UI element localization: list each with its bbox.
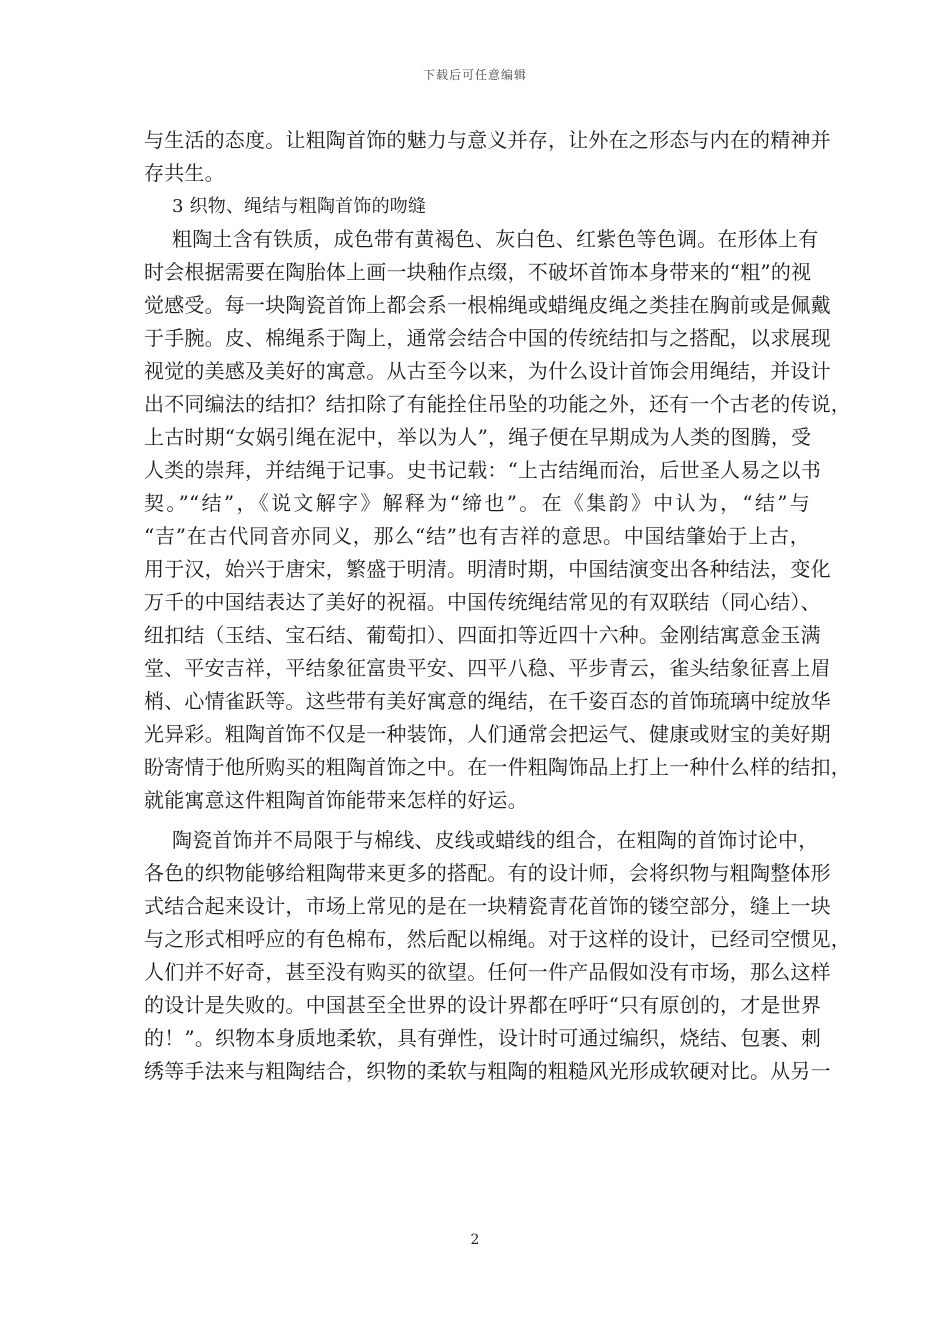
text-line: 陶瓷首饰并不局限于与棉线、皮线或蜡线的组合，在粗陶的首饰讨论中， [172, 828, 819, 852]
page-number: 2 [470, 1232, 480, 1248]
section-heading: 3 织物、绳结与粗陶首饰的吻缝 [172, 196, 427, 217]
text-line: 时会根据需要在陶胎体上画一块釉作点缀，不破坏首饰本身带来的“粗”的视 [144, 260, 812, 284]
text-line: 光异彩。粗陶首饰不仅是一种装饰，人们通常会把运气、健康或财宝的美好期 [144, 722, 831, 746]
text-line: 的！”。织物本身质地柔软，具有弹性，设计时可通过编织，烧结、包裹、刺 [144, 1026, 822, 1050]
paragraph-continuation [144, 124, 831, 190]
text-line: 粗陶土含有铁质，成色带有黄褐色、灰白色、红紫色等色调。在形体上有 [172, 227, 819, 251]
text-line: 存共生。 [144, 161, 225, 185]
text-line: 出不同编法的结扣？结扣除了有能拴住吊坠的功能之外，还有一个古老的传说， [144, 392, 851, 416]
text-line: 的设计是失败的。中国甚至全世界的设计界都在呼吁“只有原创的，才是世界 [144, 993, 822, 1017]
text-line: 堂、平安吉祥，平结象征富贵平安、四平八稳、平步青云，雀头结象征喜上眉 [144, 656, 831, 680]
text-line: 就能寓意这件粗陶首饰能带来怎样的好运。 [144, 788, 528, 812]
text-line: 与之形式相呼应的有色棉布，然后配以棉绳。对于这样的设计，已经司空惯见， [144, 927, 851, 951]
text-line: 上古时期“女娲引绳在泥中，举以为人”，绳子便在早期成为人类的图腾，受 [144, 425, 812, 449]
text-line: 视觉的美感及美好的寓意。从古至今以来，为什么设计首饰会用绳结，并设计 [144, 359, 831, 383]
text-line: 盼寄情于他所购买的粗陶首饰之中。在一件粗陶饰品上打上一种什么样的结扣， [144, 755, 851, 779]
text-line: 万千的中国结表达了美好的祝福。中国传统绳结常见的有双联结（同心结）、 [144, 590, 821, 614]
text-line: 式结合起来设计，市场上常见的是在一块精瓷青花首饰的镂空部分，缝上一块 [144, 894, 831, 918]
text-line: 契。”“结”，《说文解字》解释为“缔也”。在《集韵》中认为，“结”与 [144, 491, 810, 515]
paragraph-fabrics [144, 824, 851, 1088]
page-header [0, 66, 950, 83]
document-body [144, 124, 851, 1088]
text-line: 梢、心情雀跃等。这些带有美好寓意的绳结，在千姿百态的首饰琉璃中绽放华 [144, 689, 831, 713]
text-line: 人们并不好奇，甚至没有购买的欲望。任何一件产品假如没有市场，那么这样 [144, 960, 831, 984]
text-line: 绣等手法来与粗陶结合，织物的柔软与粗陶的粗糙风光形成软硬对比。从另一 [144, 1059, 831, 1083]
text-line: 各色的织物能够给粗陶带来更多的搭配。有的设计师，会将织物与粗陶整体形 [144, 861, 831, 885]
text-line: 觉感受。每一块陶瓷首饰上都会系一根棉绳或蜡绳皮绳之类挂在胸前或是佩戴 [144, 293, 831, 317]
text-line: 用于汉，始兴于唐宋，繁盛于明清。明清时期，中国结演变出各种结法，变化 [144, 557, 831, 581]
text-line: 人类的崇拜，并结绳于记事。史书记载：“上古结绳而治，后世圣人易之以书 [144, 458, 822, 482]
text-line: 与生活的态度。让粗陶首饰的魅力与意义并存，让外在之形态与内在的精神并 [144, 128, 831, 152]
text-line: 于手腕。皮、棉绳系于陶上，通常会结合中国的传统结扣与之搭配，以求展现 [144, 326, 831, 350]
paragraph-knots [144, 223, 851, 817]
text-line: 纽扣结（玉结、宝石结、葡萄扣）、四面扣等近四十六种。金刚结寓意金玉满 [144, 623, 821, 647]
paragraph-spacer [144, 817, 810, 824]
text-line: “吉”在古代同音亦同义，那么“结”也有吉祥的意思。中国结肇始于上古， [144, 524, 810, 548]
header-text: 下载后可任意编辑 [422, 68, 527, 82]
